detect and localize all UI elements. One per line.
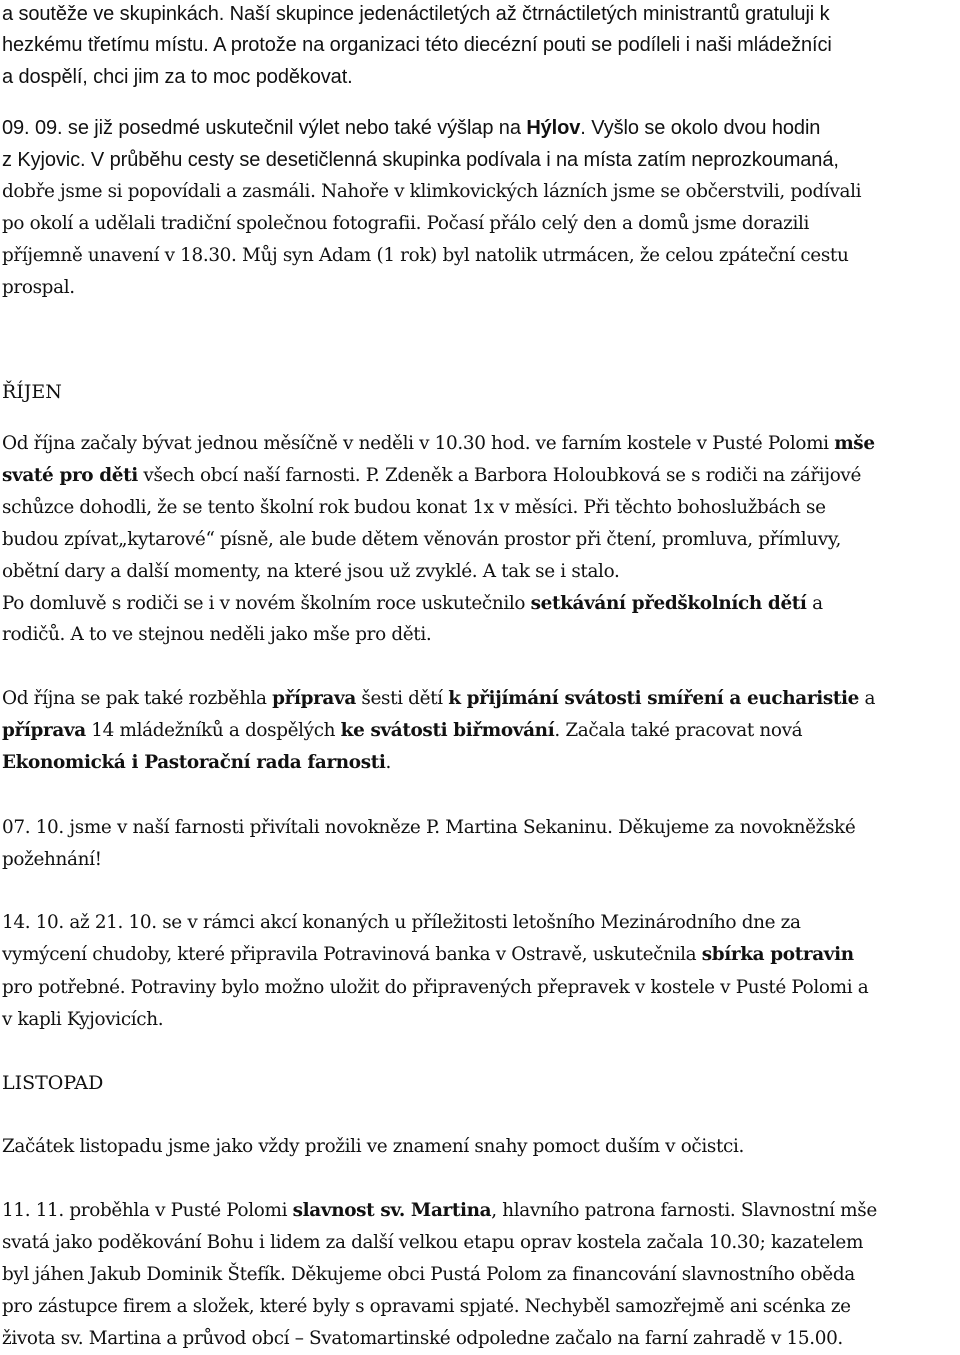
bold-text: setkávání předškolních dětí xyxy=(530,593,807,614)
bold-text: sbírka potravin xyxy=(701,944,854,965)
text-line: obětní dary a další momenty, na které jsou už zvyklé. A tak se i stalo. xyxy=(2,561,620,582)
text-line: 14. 10. až 21. 10. se v rámci akcí konaných u příležitosti letošního Mezinárodního dne za xyxy=(2,912,801,933)
text-line: 11. 11. proběhla v Pusté Polomi slavnost sv. Martina, hlavního patrona farnosti. Slavnostní mše xyxy=(2,1200,877,1221)
bold-text: mše xyxy=(834,433,875,454)
text-line: svatá jako poděkování Bohu i lidem za další velkou etapu oprav kostela začala 10.30; kazatelem xyxy=(2,1232,864,1253)
text-line: hezkému třetímu místu. A protože na organizaci této diecézní pouti se podíleli i naši mládežníci xyxy=(2,34,832,56)
text-line: Od října začaly bývat jednou měsíčně v neděli v 10.30 hod. ve farním kostele v Pusté Polomi mše xyxy=(2,433,875,454)
text-line: z Kyjovic. V průběhu cesty se desetičlenná skupinka podívala i na místa zatím neprozkoumaná, xyxy=(2,149,839,171)
section-heading: LISTOPAD xyxy=(2,1072,104,1094)
text-line: schůzce dohodli, že se tento školní rok budou konat 1x v měsíci. Při těchto bohoslužbách se xyxy=(2,497,826,518)
bold-text: Ekonomická i Pastorační rada farnosti xyxy=(2,752,386,773)
text-line: a dospělí, chci jim za to moc poděkovat. xyxy=(2,66,353,88)
text-line: byl jáhen Jakub Dominik Štefík. Děkujeme obci Pustá Polom za financování slavnostního oběda xyxy=(2,1264,855,1285)
text-line: po okolí a udělali tradiční společnou fotografii. Počasí přálo celý den a domů jsme dorazili xyxy=(2,213,810,234)
text-line: Od října se pak také rozběhla příprava šesti dětí k přijímání svátosti smíření a eucharistie a xyxy=(2,688,876,709)
text-line: Ekonomická i Pastorační rada farnosti. xyxy=(2,752,392,773)
text-line: pro potřebné. Potraviny bylo možno uložit do připravených přepravek v kostele v Pusté Polomi a xyxy=(2,977,869,998)
bold-text: k přijímání svátosti smíření a eucharistie xyxy=(448,688,859,709)
text-line: vymýcení chudoby, které připravila Potravinová banka v Ostravě, uskutečnila sbírka potravin xyxy=(2,944,854,965)
text-line: Začátek listopadu jsme jako vždy prožili ve znamení snahy pomoct duším v očistci. xyxy=(2,1136,745,1157)
bold-text: příprava xyxy=(272,688,356,709)
text-line: 07. 10. jsme v naší farnosti přivítali novokněze P. Martina Sekaninu. Děkujeme za novokněžské xyxy=(2,817,856,838)
bold-text: Hýlov xyxy=(526,117,581,139)
text-line: v kapli Kyjovicích. xyxy=(2,1009,164,1030)
text-line: svaté pro děti všech obcí naší farnosti. P. Zdeněk a Barbora Holoubková se s rodiči na zářijové xyxy=(2,465,861,486)
text-line: prospal. xyxy=(2,277,75,298)
text-line: požehnání! xyxy=(2,849,102,870)
bold-text: příprava xyxy=(2,720,86,741)
bold-text: slavnost sv. Martina xyxy=(292,1200,492,1221)
text-line: pro zástupce firem a složek, které byly s opravami spjaté. Nechyběl samozřejmě ani scénka ze xyxy=(2,1296,851,1317)
text-line: příprava 14 mládežníků a dospělých ke svátosti biřmování. Začala také pracovat nová xyxy=(2,720,803,741)
text-line: života sv. Martina a průvod obcí – Svatomartinské odpoledne začalo na farní zahradě v 15.00. xyxy=(2,1328,843,1349)
text-line: budou zpívat„kytarové“ písně, ale bude dětem věnován prostor při čtení, promluva, přímluvy, xyxy=(2,529,841,550)
section-heading: ŘÍJEN xyxy=(2,381,62,403)
text-line: 09. 09. se již posedmé uskutečnil výlet nebo také výšlap na Hýlov. Vyšlo se okolo dvou hodin xyxy=(2,117,821,139)
bold-text: ke svátosti biřmování xyxy=(340,720,555,741)
text-line: a soutěže ve skupinkách. Naší skupince jedenáctiletých až čtrnáctiletých ministrantů gratuluji k xyxy=(2,3,830,25)
text-line: Po domluvě s rodiči se i v novém školním roce uskutečnilo setkávání předškolních dětí a xyxy=(2,593,823,614)
text-line: dobře jsme si popovídali a zasmáli. Nahoře v klimkovických lázních jsme se občerstvili, podívali xyxy=(2,181,862,202)
text-line: příjemně unavení v 18.30. Můj syn Adam (1 rok) byl natolik utrmácen, že celou zpáteční cestu xyxy=(2,245,849,266)
text-line: rodičů. A to ve stejnou neděli jako mše pro děti. xyxy=(2,624,432,645)
bold-text: svaté pro děti xyxy=(2,465,138,486)
